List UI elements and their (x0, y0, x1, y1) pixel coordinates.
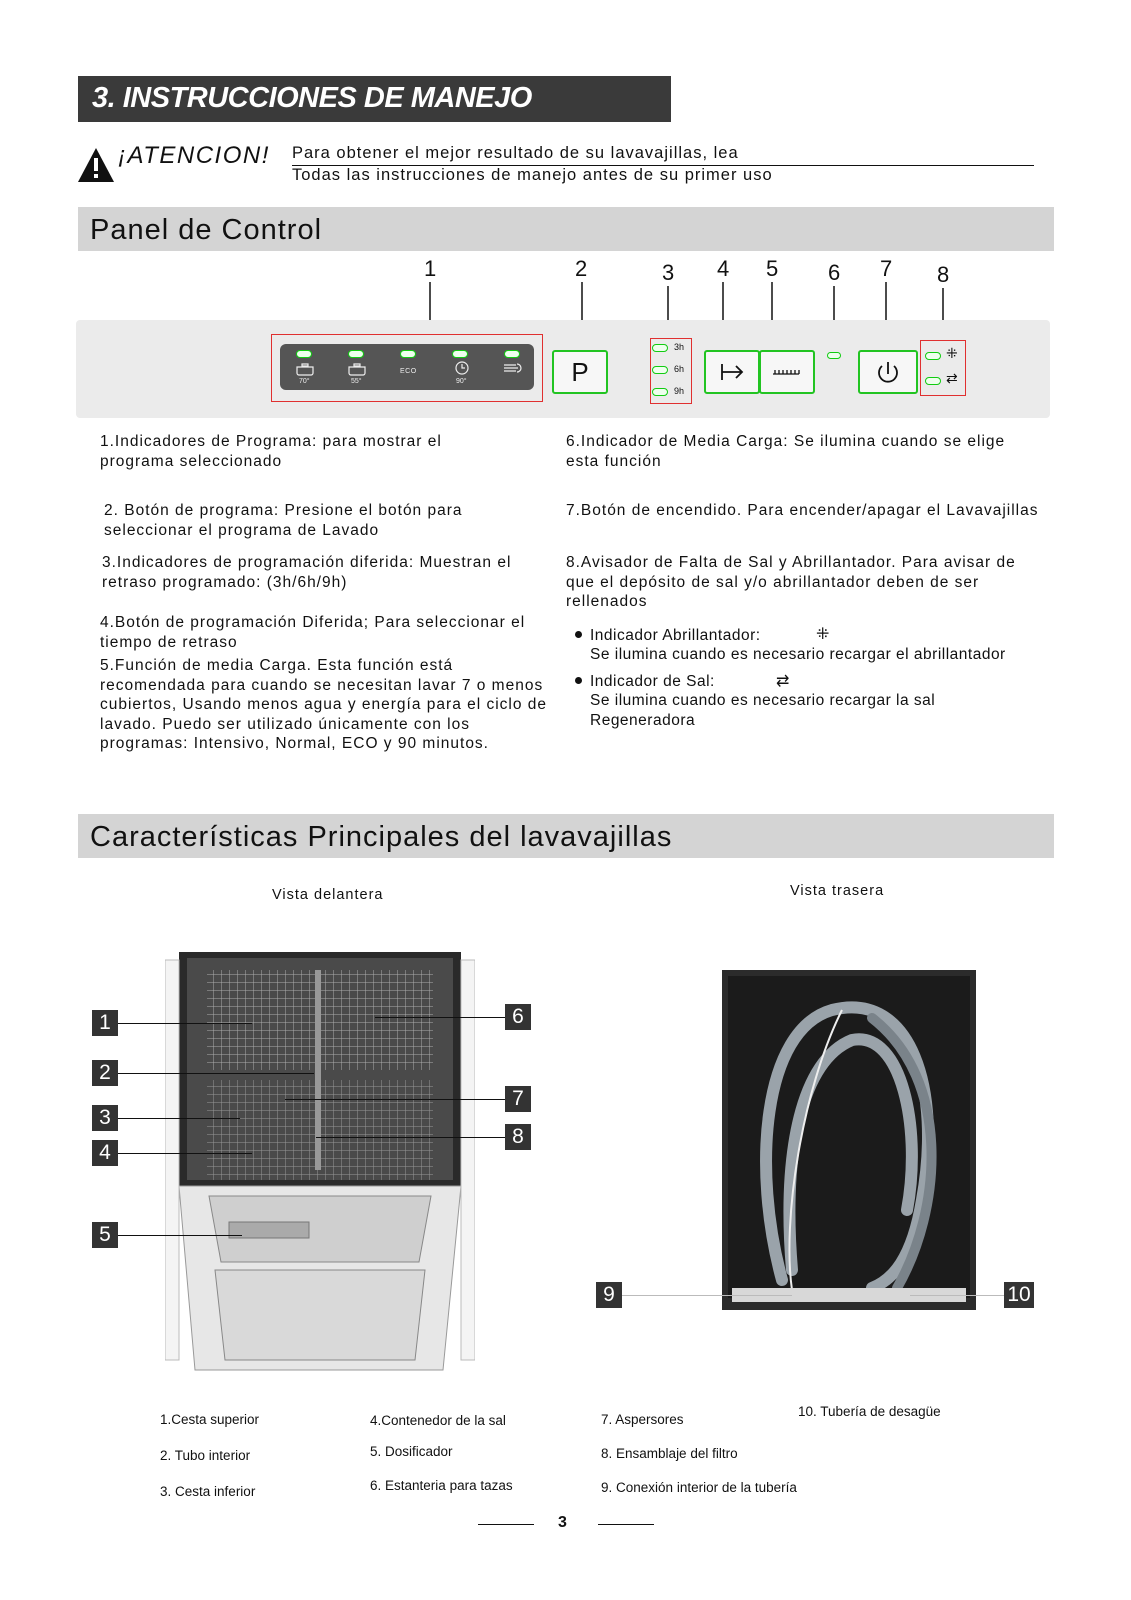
features-heading-band (78, 814, 1054, 858)
part-1-number: 1. (160, 1412, 172, 1427)
front-leader-6 (375, 1017, 505, 1018)
program-led-3 (400, 350, 416, 358)
part-5-name: Dosificador (385, 1444, 453, 1459)
salt-icon: ⇄ (946, 370, 958, 386)
part-9-number: 9. (601, 1480, 613, 1495)
delay-led-9h (652, 388, 668, 396)
part-7-number: 7. (601, 1412, 613, 1427)
bullet-dot-2 (575, 677, 582, 684)
delay-button[interactable] (704, 350, 760, 394)
callout-2: 2 (575, 256, 588, 281)
delay-led-3h (652, 344, 668, 352)
delay-arrow-icon (706, 352, 758, 392)
temp-55-label: 55° (351, 378, 362, 385)
callout-4: 4 (717, 256, 730, 281)
rapid-wash-icon (502, 362, 522, 374)
panel-heading: Panel de Control (90, 214, 323, 246)
part-5 (370, 1444, 453, 1459)
rear-view-image (722, 970, 976, 1310)
desc-4: 4.Botón de programación Diferida; Para seleccionar el tiempo de retraso (100, 614, 526, 651)
desc-5: 5.Función de media Carga. Esta función está recomendada para cuando se necesitan lavar 7 o menos cubiertos, Usando menos agua y energía para el ciclo de lavado. Puedo ser utilizado únicamente con los programas: Intensivo, Normal, ECO y 90 minutos. (100, 657, 548, 752)
rinse-aid-small-icon: ⁜ (816, 626, 830, 643)
rinse-aid-indicator-text: Se ilumina cuando es necesario recargar el abrillantador (590, 646, 1006, 663)
clock-icon (454, 360, 470, 376)
part-3-name: Cesta inferior (175, 1484, 256, 1499)
power-button[interactable] (858, 350, 918, 394)
rear-label-10: 10 (1004, 1282, 1034, 1308)
part-9 (601, 1480, 797, 1495)
features-heading: Características Principales del lavavajillas (90, 821, 673, 853)
part-4-name: Contenedor de la sal (381, 1413, 506, 1428)
rear-leader-9 (622, 1295, 792, 1296)
rinse-aid-icon: ⁜ (946, 345, 958, 361)
part-8-number: 8. (601, 1446, 613, 1461)
salt-indicator-label: Indicador de Sal: (590, 673, 715, 690)
desc-1: 1.Indicadores de Programa: para mostrar el programa seleccionado (100, 433, 442, 470)
front-leader-2 (118, 1073, 314, 1074)
rinse-aid-led (925, 352, 941, 360)
page-number: 3 (558, 1514, 567, 1531)
desc-8: 8.Avisador de Falta de Sal y Abrillantador. Para avisar de que el depósito de sal y/o abrillantador deben de ser rellenados (566, 554, 1016, 610)
part-6 (370, 1478, 513, 1493)
callout-5: 5 (766, 256, 779, 281)
program-led-2 (348, 350, 364, 358)
callout-6: 6 (828, 260, 841, 285)
half-load-led (827, 352, 841, 359)
rear-leader-10 (910, 1295, 1004, 1296)
callout-8: 8 (937, 262, 950, 287)
part-6-name: Estanteria para tazas (385, 1478, 513, 1493)
front-view-label: Vista delantera (272, 887, 384, 903)
front-label-6: 6 (505, 1004, 531, 1030)
part-1-name: Cesta superior (171, 1412, 260, 1427)
part-7 (601, 1412, 684, 1427)
part-8-name: Ensamblaje del filtro (616, 1446, 738, 1461)
front-leader-8 (316, 1137, 505, 1138)
half-load-icon (761, 352, 813, 392)
delay-led-6h (652, 366, 668, 374)
callout-7: 7 (880, 256, 893, 281)
part-7-name: Aspersores (615, 1412, 684, 1427)
front-label-5: 5 (92, 1222, 118, 1248)
warning-indicators-frame (920, 340, 966, 396)
front-label-7: 7 (505, 1086, 531, 1112)
bullet-dot-1 (575, 631, 582, 638)
front-leader-3 (118, 1118, 240, 1119)
warning-heading: ¡ATENCION! (118, 142, 270, 169)
desc-3: 3.Indicadores de programación diferida: Muestran el retraso programado: (3h/6h/9h) (102, 554, 512, 591)
front-label-3: 3 (92, 1105, 118, 1131)
front-label-1: 1 (92, 1010, 118, 1036)
front-leader-5 (118, 1235, 242, 1236)
page-rule-right (598, 1524, 654, 1525)
salt-indicator-text: Se ilumina cuando es necesario recargar la sal Regeneradora (590, 692, 936, 729)
delay-6h-label: 6h (674, 364, 685, 374)
warning-line2: Todas las instrucciones de manejo antes de su primer uso (292, 166, 773, 184)
part-4-number: 4. (370, 1413, 382, 1428)
part-10-number: 10. (798, 1404, 817, 1419)
part-2 (160, 1448, 250, 1463)
program-led-4 (452, 350, 468, 358)
page-rule-left (478, 1524, 534, 1525)
eco-label: ECO (400, 368, 417, 375)
salt-led (925, 377, 941, 385)
delay-9h-label: 9h (674, 386, 685, 396)
desc-6: 6.Indicador de Media Carga: Se ilumina cuando se elige esta función (566, 433, 1006, 470)
power-icon (860, 352, 916, 392)
half-load-button[interactable] (759, 350, 815, 394)
front-leader-4 (118, 1153, 252, 1154)
part-9-name: Conexión interior de la tubería (616, 1480, 797, 1495)
warning-line1: Para obtener el mejor resultado de su lavavajillas, lea (292, 144, 739, 162)
part-5-number: 5. (370, 1444, 382, 1459)
part-2-name: Tubo interior (174, 1448, 251, 1463)
part-8 (601, 1446, 738, 1461)
front-view-image (165, 950, 475, 1380)
front-leader-7 (285, 1099, 505, 1100)
front-leader-1 (118, 1023, 252, 1024)
desc-2: 2. Botón de programa: Presione el botón para seleccionar el programa de Lavado (104, 502, 463, 539)
delay-3h-label: 3h (674, 342, 685, 352)
part-2-number: 2. (160, 1448, 172, 1463)
temp-70-label: 70° (299, 378, 310, 385)
callout-3: 3 (662, 260, 675, 285)
program-led-1 (296, 350, 312, 358)
rear-view-label: Vista trasera (790, 883, 885, 899)
part-10 (798, 1404, 941, 1419)
part-6-number: 6. (370, 1478, 382, 1493)
part-4 (370, 1413, 506, 1428)
part-3 (160, 1484, 255, 1499)
callout-1: 1 (424, 256, 437, 281)
part-10-name: Tubería de desagüe (820, 1404, 941, 1419)
part-1 (160, 1412, 259, 1427)
front-label-4: 4 (92, 1140, 118, 1166)
desc-7: 7.Botón de encendido. Para encender/apagar el Lavavajillas (566, 502, 1039, 519)
front-label-8: 8 (505, 1124, 531, 1150)
salt-small-icon: ⇄ (776, 673, 790, 690)
part-3-number: 3. (160, 1484, 172, 1499)
program-button[interactable]: P (552, 350, 608, 394)
intensive-pot-icon (294, 362, 316, 376)
front-label-2: 2 (92, 1060, 118, 1086)
program-led-5 (504, 350, 520, 358)
rinse-aid-indicator-label: Indicador Abrillantador: (590, 627, 761, 644)
temp-90-label: 90° (456, 378, 467, 385)
normal-pot-icon (346, 362, 368, 376)
rear-label-9: 9 (596, 1282, 622, 1308)
section-title: 3. INSTRUCCIONES DE MANEJO (78, 76, 671, 122)
